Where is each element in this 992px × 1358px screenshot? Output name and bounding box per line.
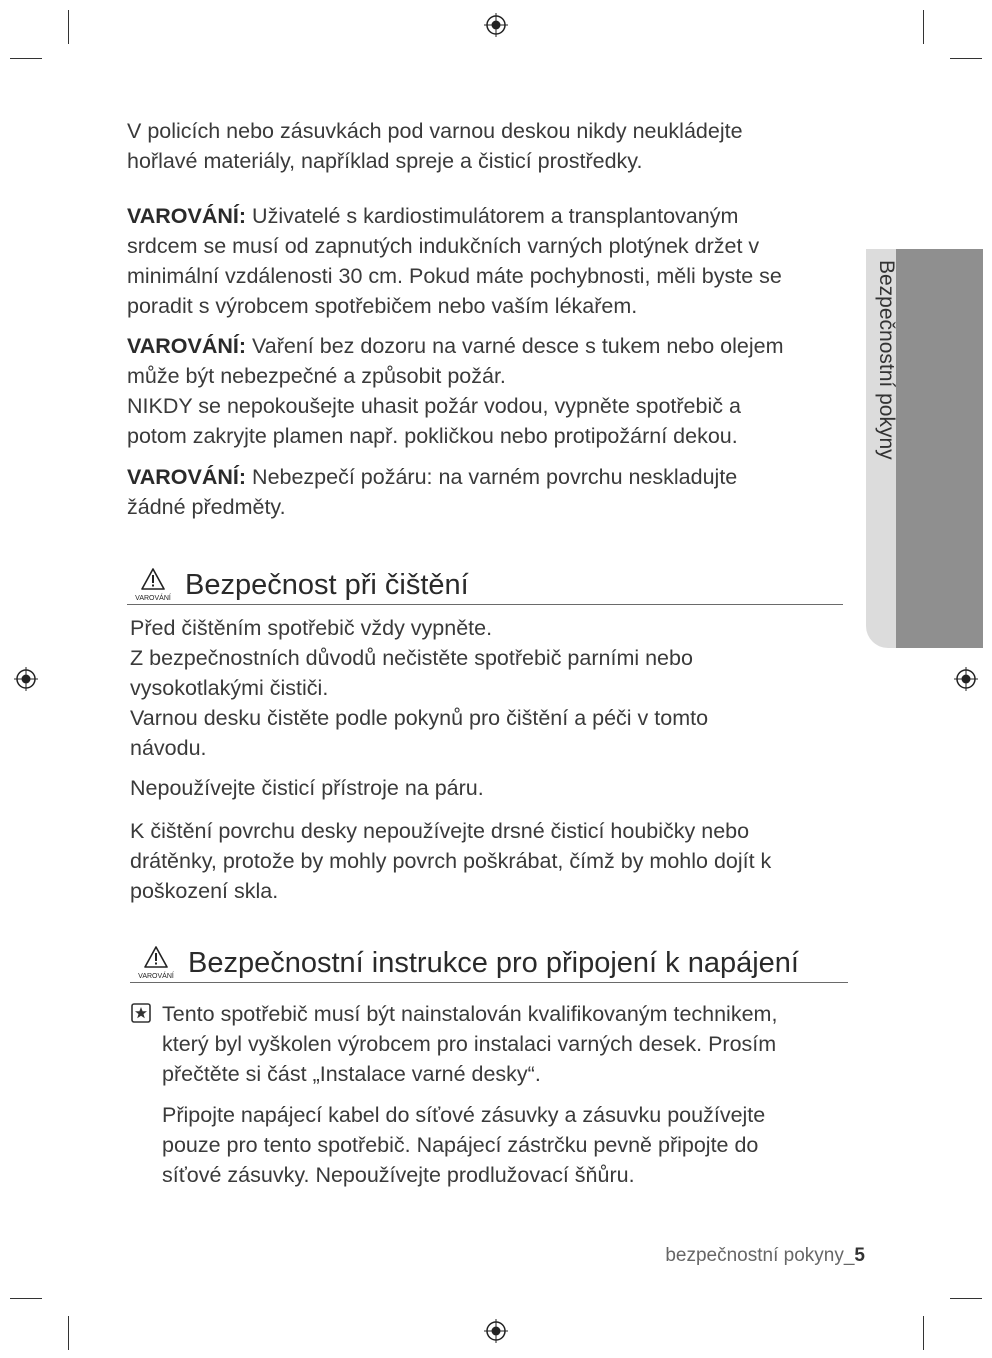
- power-paragraph: Tento spotřebič musí být nainstalován kvalifikovaným technikem, který byl vyškolen výrobcem pro instalaci varných desek. Prosím přečtěte si část „Instalace varné desky“.: [162, 1002, 778, 1086]
- section-heading-cleaning: [127, 568, 843, 605]
- crop-mark: [923, 10, 924, 44]
- crop-mark: [68, 1316, 69, 1350]
- warning-text: Nebezpečí požáru: na varném povrchu neskladujte žádné předměty.: [127, 465, 738, 519]
- cleaning-paragraph: Před čištěním spotřebič vždy vypněte. Z bezpečnostních důvodů nečistěte spotřebič parními nebo vysokotlakými čističi. Varnou desku čistěte podle pokynů pro čištění a péči v tomto návodu.: [130, 616, 709, 760]
- cleaning-paragraph: Nepoužívejte čisticí přístroje na páru.: [130, 776, 484, 800]
- warning-pacemaker: [127, 201, 877, 321]
- registration-mark-icon: [954, 667, 978, 691]
- crop-mark: [10, 58, 42, 59]
- star-note-icon: [131, 1003, 151, 1023]
- warning-fire-hazard: [127, 462, 877, 522]
- registration-mark-icon: [14, 667, 38, 691]
- section-title: Bezpečnost při čištění: [185, 569, 469, 601]
- crop-mark: [950, 58, 982, 59]
- intro-paragraph: V policích nebo zásuvkách pod varnou deskou nikdy neukládejte hořlavé materiály, například spreje a čisticí prostředky.: [127, 119, 743, 173]
- warning-badge: [127, 568, 179, 602]
- footer-section-name: bezpečnostní pokyny_: [665, 1245, 855, 1266]
- warning-text: Uživatelé s kardiostimulátorem a transplantovaným srdcem se musí od zapnutých indukčních varných plotýnek držet v minimální vzdálenosti 30 cm. Pokud máte pochybnosti, měli byste se poradit s výrobcem spotřebičem nebo vaším lékařem.: [127, 204, 782, 318]
- warning-triangle-icon: [144, 946, 168, 968]
- page-footer: [665, 1245, 865, 1267]
- crop-mark: [68, 10, 69, 44]
- warning-label: VAROVÁNÍ:: [127, 334, 247, 358]
- crop-mark: [10, 1298, 42, 1299]
- registration-mark-icon: [484, 13, 508, 37]
- warning-text: Vaření bez dozoru na varné desce s tukem nebo olejem může být nebezpečné a způsobit požár. NIKDY se nepokoušejte uhasit požár vodou, vypněte spotřebič a potom zakryjte plamen např. pokličkou nebo protipožární dekou.: [127, 334, 784, 448]
- warning-unattended-cooking: [127, 331, 877, 451]
- warning-triangle-icon: [141, 568, 165, 590]
- section-title: Bezpečnostní instrukce pro připojení k napájení: [188, 947, 799, 979]
- crop-mark: [950, 1298, 982, 1299]
- side-tab-label: Bezpečnostní pokyny: [875, 260, 898, 460]
- warning-badge-label: VAROVÁNÍ: [135, 595, 171, 602]
- page-number: 5: [854, 1245, 865, 1266]
- power-paragraph: Připojte napájecí kabel do síťové zásuvky a zásuvku používejte pouze pro tento spotřebič. Napájecí zástrčku pevně připojte do síťové zásuvky. Nepoužívejte prodlužovací šňůru.: [162, 1103, 766, 1187]
- warning-label: VAROVÁNÍ:: [127, 465, 247, 489]
- registration-mark-icon: [484, 1319, 508, 1343]
- warning-badge: [130, 946, 182, 980]
- section-heading-power: [130, 946, 848, 983]
- crop-mark: [923, 1316, 924, 1350]
- cleaning-paragraph: K čištění povrchu desky nepoužívejte drsné čisticí houbičky nebo drátěnky, protože by mohly povrch poškrábat, čímž by mohlo dojít k poškození skla.: [130, 819, 772, 903]
- warning-badge-label: VAROVÁNÍ: [138, 973, 174, 980]
- warning-label: VAROVÁNÍ:: [127, 204, 247, 228]
- side-tab-accent: [896, 249, 983, 648]
